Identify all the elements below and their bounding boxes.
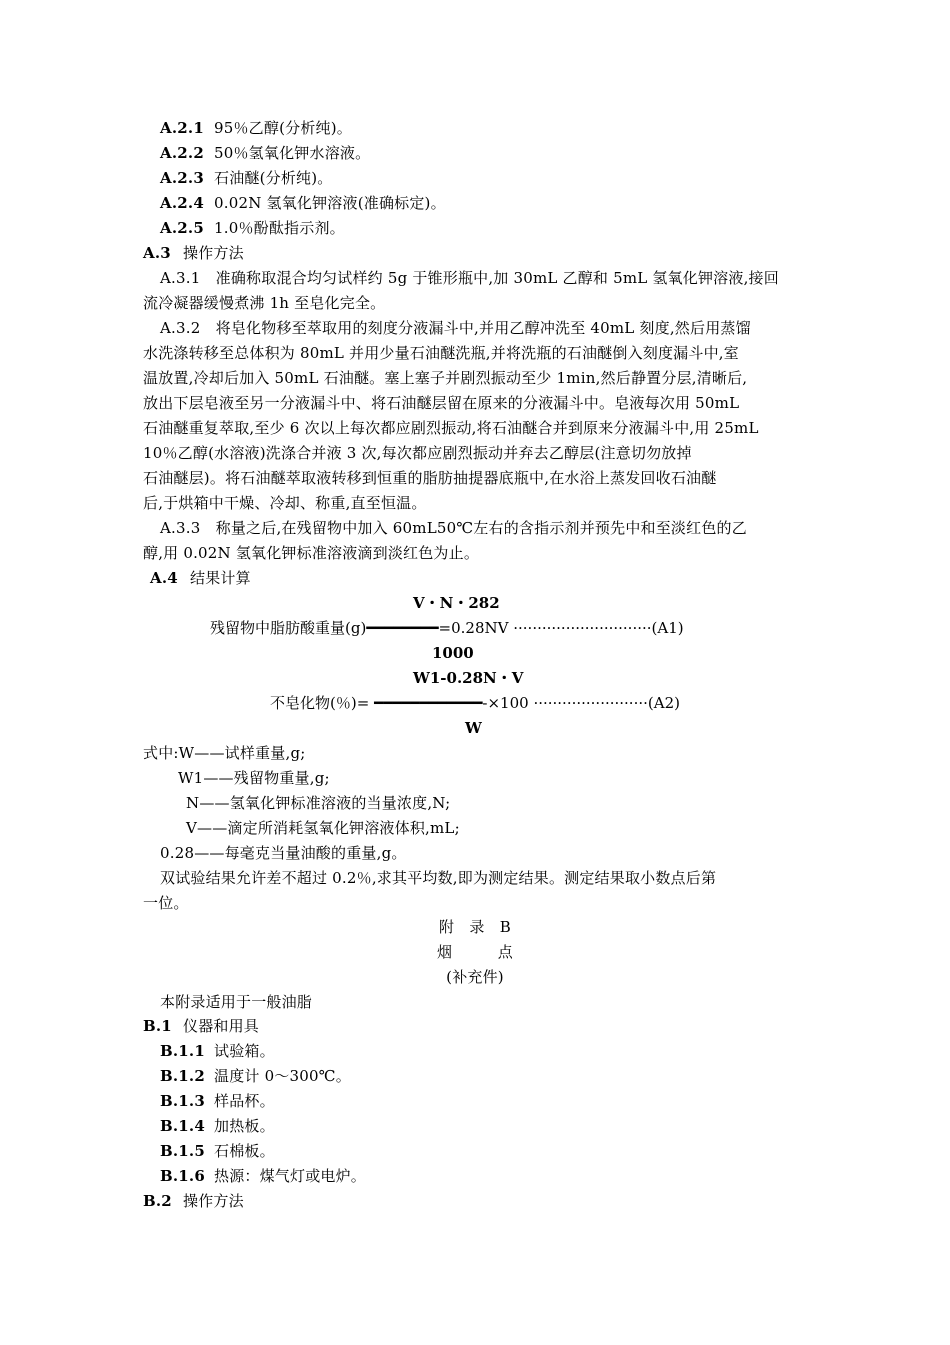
formula-a2-denominator: W (465, 719, 482, 737)
item-text: 温度计 0～300℃。 (214, 1067, 351, 1085)
paragraph-line: 放出下层皂液至另一分液漏斗中、将石油醚层留在原来的分液漏斗中。皂液每次用 50mL (143, 394, 740, 412)
item-number: A.2.1 (160, 119, 204, 137)
item-text: 95％乙醇(分析纯)。 (214, 119, 352, 137)
paragraph-line: 醇,用 0.02N 氢氧化钾标准溶液滴到淡红色为止。 (143, 544, 480, 562)
paragraph-line: 石油醚重复萃取,至少 6 次以上每次都应剧烈振动,将石油醚合并到原来分液漏斗中,用 25mL (143, 419, 759, 437)
item-text: 加热板。 (214, 1117, 275, 1135)
appendix-scope: 本附录适用于一般油脂 (160, 993, 313, 1011)
item-number: B.1.4 (160, 1117, 205, 1135)
item-text: 样品杯。 (214, 1092, 275, 1110)
item-text: 试验箱。 (214, 1042, 275, 1060)
item-number: B.1.6 (160, 1167, 205, 1185)
appendix-title: 附 录 B (438, 918, 512, 936)
section-title: 操作方法 (183, 1192, 244, 1210)
list-item (160, 1066, 351, 1086)
variable-definition: N——氢氧化钾标准溶液的当量浓度,N; (186, 794, 451, 812)
item-text: 50％氢氧化钾水溶液。 (214, 144, 371, 162)
list-item (160, 1041, 275, 1061)
list-item (160, 118, 352, 138)
item-text: 1.0％酚酞指示剂。 (214, 219, 345, 237)
variable-definition: 式中:W——试样重量,g; (143, 744, 306, 762)
appendix-subtitle: 烟 点 (436, 943, 513, 961)
paragraph-line: A.3.3 称量之后,在残留物中加入 60mL50℃左右的含指示剂并预先中和至淡红色的乙 (160, 519, 747, 537)
item-text: 热源：煤气灯或电炉。 (214, 1167, 367, 1185)
list-item (160, 1166, 366, 1186)
variable-definition: W1——残留物重量,g; (178, 769, 330, 787)
section-title: 结果计算 (190, 569, 251, 587)
item-number: B.1.2 (160, 1067, 205, 1085)
item-number: B.1.5 (160, 1142, 205, 1160)
list-item (160, 1116, 275, 1136)
item-number: A.2.5 (160, 219, 204, 237)
item-number: A.2.3 (160, 169, 204, 187)
item-text: 石油醚(分析纯)。 (214, 169, 333, 187)
paragraph-line: 双试验结果允许差不超过 0.2％,求其平均数,即为测定结果。测定结果取小数点后第 (160, 869, 717, 887)
item-text: 石棉板。 (214, 1142, 275, 1160)
paragraph-line: 流冷凝器缓慢煮沸 1h 至皂化完全。 (143, 294, 386, 312)
paragraph-line: 一位。 (143, 894, 189, 912)
section-title: 仪器和用具 (183, 1017, 260, 1035)
formula-a2: 不皂化物(％)= ━━━━━━━━━━━━-×100 ························(A2) (270, 694, 680, 712)
list-item (160, 143, 370, 163)
item-number: A.2.4 (160, 194, 204, 212)
section-heading-a3 (143, 243, 244, 263)
paragraph-line: 石油醚层)。将石油醚萃取液转移到恒重的脂肪抽提器底瓶中,在水浴上蒸发回收石油醚 (143, 469, 717, 487)
list-item (160, 168, 333, 188)
section-heading-a4 (150, 568, 251, 588)
list-item (160, 1141, 275, 1161)
formula-a1-denominator: 1000 (432, 644, 474, 662)
formula-a1-numerator: V・N・282 (413, 594, 500, 612)
variable-definition: 0.28——每毫克当量油酸的重量,g。 (160, 844, 407, 862)
item-number: B.1.1 (160, 1042, 205, 1060)
variable-definition: V——滴定所消耗氢氧化钾溶液体积,mL; (186, 819, 460, 837)
section-heading-b1 (143, 1016, 259, 1036)
list-item (160, 1091, 275, 1111)
paragraph-line: A.3.2 将皂化物移至萃取用的刻度分液漏斗中,并用乙醇冲洗至 40mL 刻度,然后用蒸馏 (160, 319, 751, 337)
item-text: 0.02N 氢氧化钾溶液(准确标定)。 (214, 194, 446, 212)
paragraph-line: A.3.1 准确称取混合均匀试样约 5g 于锥形瓶中,加 30mL 乙醇和 5mL 氢氧化钾溶液,接回 (160, 269, 779, 287)
section-number: A.3 (143, 244, 171, 262)
paragraph-line: 后,于烘箱中干燥、冷却、称重,直至恒温。 (143, 494, 427, 512)
section-number: A.4 (150, 569, 178, 587)
section-number: B.1 (143, 1017, 172, 1035)
list-item (160, 193, 446, 213)
paragraph-line: 10％乙醇(水溶液)洗涤合并液 3 次,每次都应剧烈振动并弃去乙醇层(注意切勿放掉 (143, 444, 692, 462)
paragraph-line: 温放置,冷却后加入 50mL 石油醚。塞上塞子并剧烈振动至少 1min,然后静置分层,清晰后, (143, 369, 748, 387)
formula-a2-numerator: W1-0.28N・V (413, 669, 524, 687)
list-item (160, 218, 345, 238)
formula-a1: 残留物中脂肪酸重量(g)━━━━━━━━=0.28NV ·····························(A1) (210, 619, 684, 637)
paragraph-line: 水洗涤转移至总体积为 80mL 并用少量石油醚洗瓶,并将洗瓶的石油醚倒入刻度漏斗中,室 (143, 344, 739, 362)
item-number: A.2.2 (160, 144, 204, 162)
item-number: B.1.3 (160, 1092, 205, 1110)
appendix-note: (补充件) (446, 968, 504, 986)
section-number: B.2 (143, 1192, 172, 1210)
section-heading-b2 (143, 1191, 244, 1211)
section-title: 操作方法 (183, 244, 244, 262)
